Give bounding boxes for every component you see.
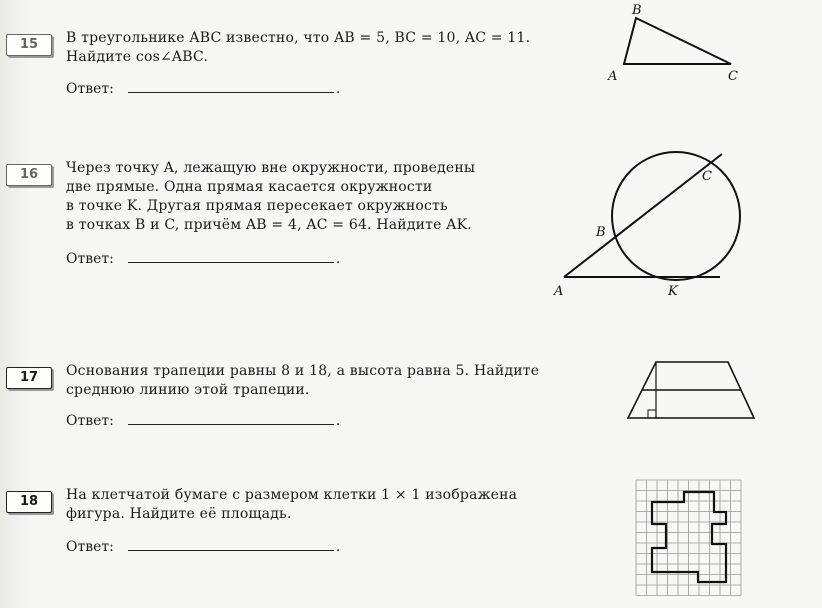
task-18-line1: На клетчатой бумаге с размером клетки 1 × 1 изображена — [66, 487, 518, 503]
task-15-answer: Ответ: . — [66, 81, 341, 97]
answer-field[interactable] — [128, 80, 334, 93]
task-18-text — [66, 486, 517, 524]
task-15-text — [66, 29, 530, 67]
label-b: B — [632, 3, 642, 18]
answer-field[interactable] — [128, 250, 334, 263]
triangle-figure — [596, 0, 756, 90]
answer-label: Ответ: — [66, 413, 114, 429]
task-17-line2: среднюю линию этой трапеции. — [66, 382, 310, 398]
task-number-16: 16 — [6, 164, 52, 186]
task-16-text — [66, 159, 475, 235]
task-15-line1: В треугольнике ABC известно, что AB = 5, BC = 10, AC = 11. — [66, 30, 531, 46]
task-18-line2: фигура. Найдите её площадь. — [66, 506, 292, 522]
task-16-answer: Ответ: . — [66, 251, 341, 267]
task-number-18: 18 — [6, 491, 52, 513]
label-c: C — [702, 169, 712, 184]
circle-tangent-figure — [550, 140, 750, 300]
task-16-line1: Через точку A, лежащую вне окружности, проведены — [66, 160, 476, 176]
trapezoid-figure — [620, 354, 770, 426]
label-b: B — [596, 225, 606, 240]
task-18-answer: Ответ: . — [66, 539, 341, 555]
task-15-line2: Найдите cos∠ABC. — [66, 49, 209, 65]
label-a: A — [554, 284, 564, 299]
task-17-line1: Основания трапеции равны 8 и 18, а высота равна 5. Найдите — [66, 363, 540, 379]
task-16-line3: в точке K. Другая прямая пересекает окружность — [66, 198, 448, 214]
answer-field[interactable] — [128, 538, 334, 551]
task-number-15: 15 — [6, 34, 52, 56]
answer-label: Ответ: — [66, 251, 114, 267]
grid-figure — [632, 476, 752, 604]
task-16-line2: две прямые. Одна прямая касается окружности — [66, 179, 433, 195]
answer-label: Ответ: — [66, 539, 114, 555]
answer-label: Ответ: — [66, 81, 114, 97]
task-number-17: 17 — [6, 367, 52, 389]
task-16-line4: в точках B и C, причём AB = 4, AC = 64. Найдите AK. — [66, 217, 472, 233]
label-k: K — [668, 284, 678, 299]
task-17-text — [66, 362, 539, 400]
answer-field[interactable] — [128, 412, 334, 425]
label-a: A — [608, 69, 618, 84]
task-17-answer: Ответ: . — [66, 413, 341, 429]
label-c: C — [728, 69, 738, 84]
